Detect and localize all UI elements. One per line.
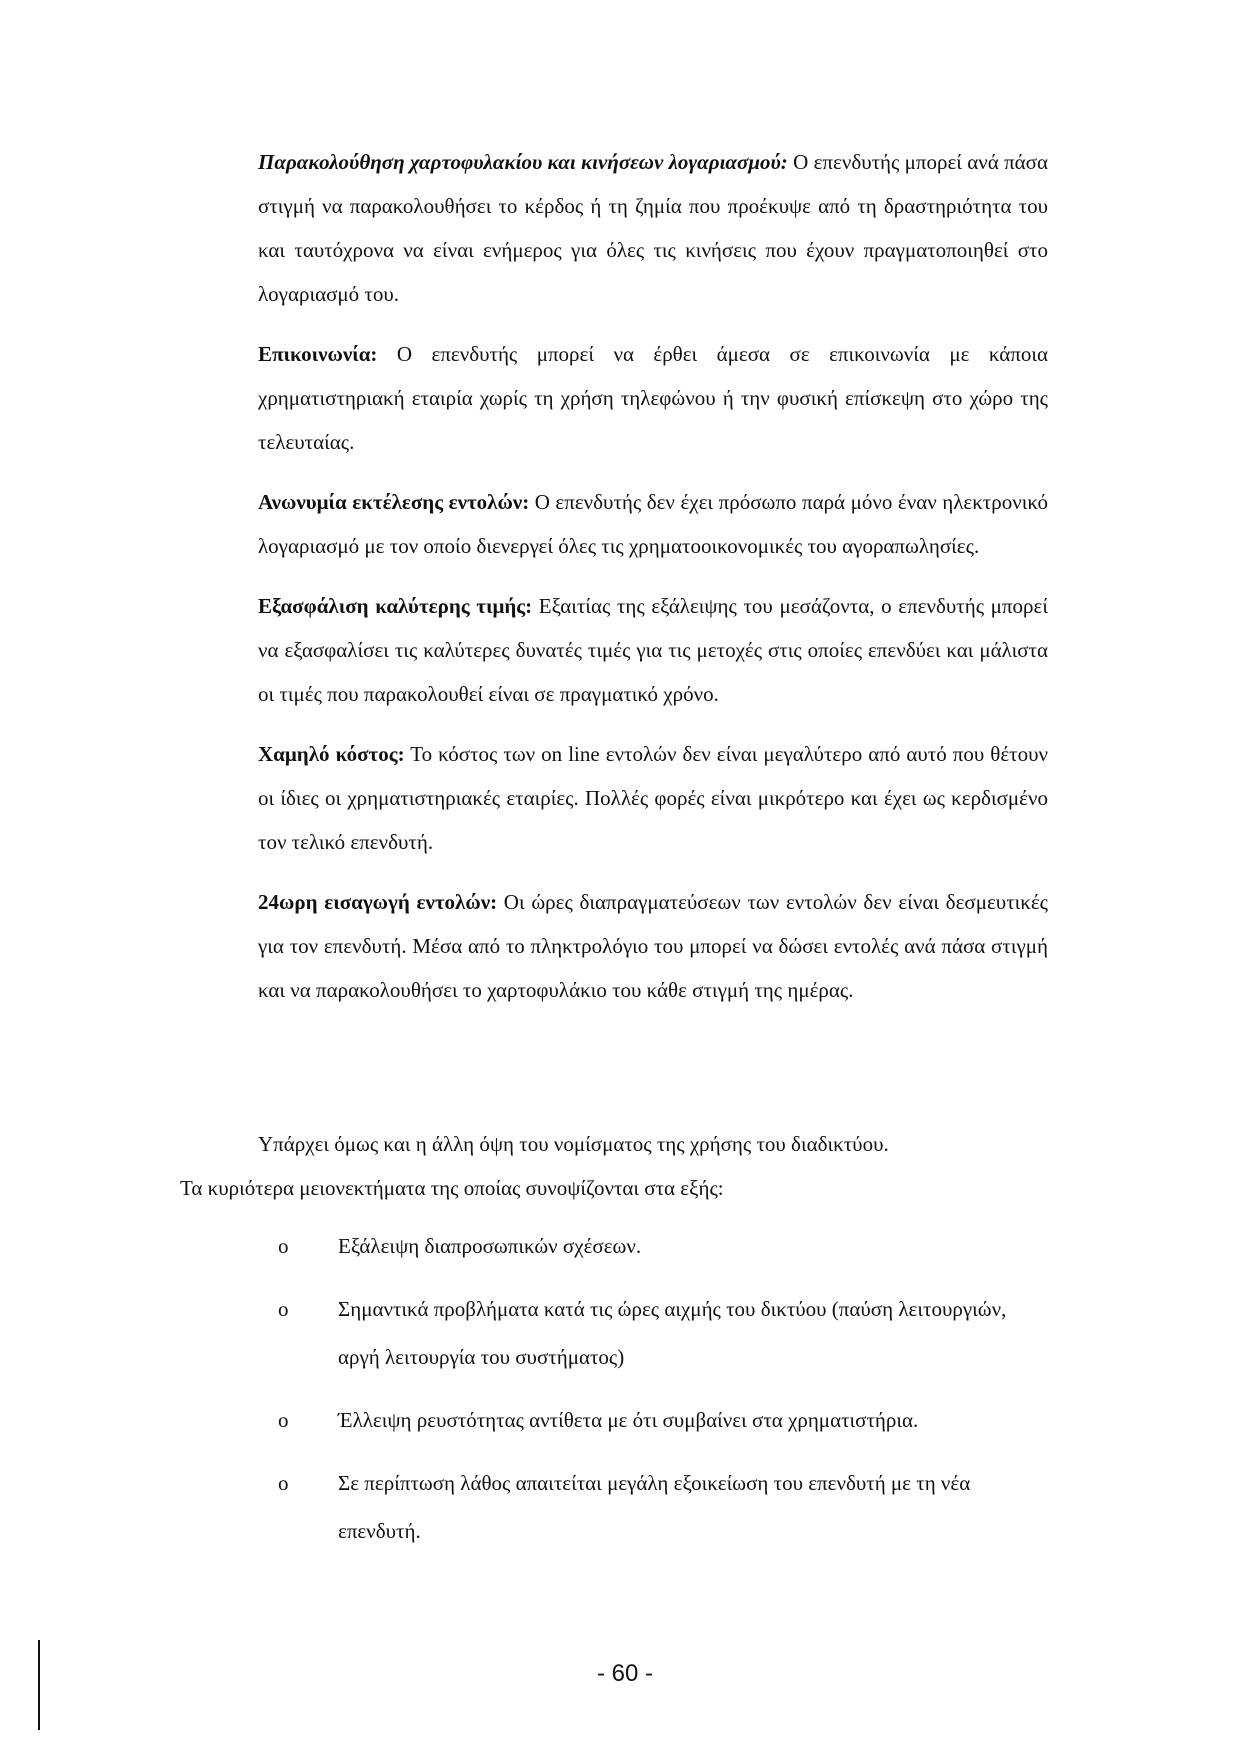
list-item-text: Σημαντικά προβλήματα κατά τις ώρες αιχμής του δικτύου (παύση λειτουργιών, αργή λειτουργία του συστήματος) (338, 1297, 1007, 1369)
paragraph-heading: Παρακολούθηση χαρτοφυλακίου και κινήσεων λογαριασμού: (258, 150, 788, 174)
paragraph-heading: Εξασφάλιση καλύτερης τιμής: (258, 594, 533, 618)
bullet-marker: o (278, 1297, 289, 1321)
list-item-text: Εξάλειψη διαπροσωπικών σχέσεων. (338, 1234, 642, 1258)
paragraph-text: Οι ώρες διαπραγματεύσεων των εντολών δεν είναι δεσμευτικές για τον επενδυτή. Μέσα από το πληκτρολόγιο του μπορεί να δώσει εντολές ανά πάσα στιγμή και να παρακολουθήσει το χαρτοφυλάκιο του κάθε στιγμή της ημέρας. (258, 890, 1048, 1002)
bullet-marker: o (278, 1471, 289, 1495)
page-number: - 60 - (596, 1660, 653, 1687)
paragraph-heading: Επικοινωνία: (258, 342, 378, 366)
list-item (278, 1459, 1048, 1555)
list-item (278, 1222, 1048, 1270)
paragraph-heading: 24ωρη εισαγωγή εντολών: (258, 890, 498, 914)
disadvantages-list (278, 1222, 1048, 1570)
paragraph-text: Ο επενδυτής μπορεί ανά πάσα στιγμή να παρακολουθήσει το κέρδος ή τη ζημία που προέκυψε από τη δραστηριότητα του και ταυτόχρονα να είναι ενήμερος για όλες τις κινήσεις που έχουν πραγματοποιηθεί στο λογαριασμό του. (258, 150, 1048, 306)
list-item (278, 1285, 1048, 1381)
list-item-text: Έλλειψη ρευστότητας αντίθετα με ότι συμβαίνει στα χρηματιστήρια. (338, 1408, 919, 1432)
disadvantages-intro (180, 1122, 1050, 1210)
bullet-marker: o (278, 1408, 289, 1432)
paragraph-low-cost (258, 732, 1048, 864)
margin-line (38, 1640, 40, 1730)
paragraph-heading: Χαμηλό κόστος: (258, 742, 405, 766)
paragraph-text: Ο επενδυτής μπορεί να έρθει άμεσα σε επικοινωνία με κάποια χρηματιστηριακή εταιρία χωρίς τη χρήση τηλεφώνου ή την φυσική επίσκεψη στο χώρο της τελευταίας. (258, 342, 1048, 454)
paragraph-text: Εξαιτίας της εξάλειψης του μεσάζοντα, ο επενδυτής μπορεί να εξασφαλίσει τις καλύτερες δυνατές τιμές για τις μετοχές στις οποίες επενδύει και μάλιστα οι τιμές που παρακολουθεί είναι σε πραγματικό χρόνο. (258, 594, 1048, 706)
paragraph-text: Το κόστος των on line εντολών δεν είναι μεγαλύτερο από αυτό που θέτουν οι ίδιες οι χρηματιστηριακές εταιρίες. Πολλές φορές είναι μικρότερο και έχει ως κερδισμένο τον τελικό επενδυτή. (258, 742, 1048, 854)
paragraph-24h-orders (258, 880, 1048, 1012)
paragraph-heading: Ανωνυμία εκτέλεσης εντολών: (258, 490, 530, 514)
bullet-marker: o (278, 1234, 289, 1258)
list-item (278, 1396, 1048, 1444)
paragraph-best-price (258, 584, 1048, 716)
intro-line-1: Υπάρχει όμως και η άλλη όψη του νομίσματος της χρήσης του διαδικτύου. (258, 1132, 889, 1156)
paragraph-text: Ο επενδυτής δεν έχει πρόσωπο παρά μόνο έναν ηλεκτρονικό λογαριασμό με τον οποίο διενεργεί όλες τις χρηματοοικονομικές του αγοραπωλησίες. (258, 490, 1048, 558)
list-item-text: Σε περίπτωση λάθος απαιτείται μεγάλη εξοικείωση του επενδυτή με τη νέα επενδυτή. (338, 1471, 971, 1543)
paragraph-communication (258, 332, 1048, 464)
paragraph-portfolio-tracking (258, 140, 1048, 316)
body-text (258, 140, 1048, 1028)
intro-line-2: Τα κυριότερα μειονεκτήματα της οποίας συνοψίζονται στα εξής: (180, 1176, 724, 1200)
paragraph-anonymity (258, 480, 1048, 568)
